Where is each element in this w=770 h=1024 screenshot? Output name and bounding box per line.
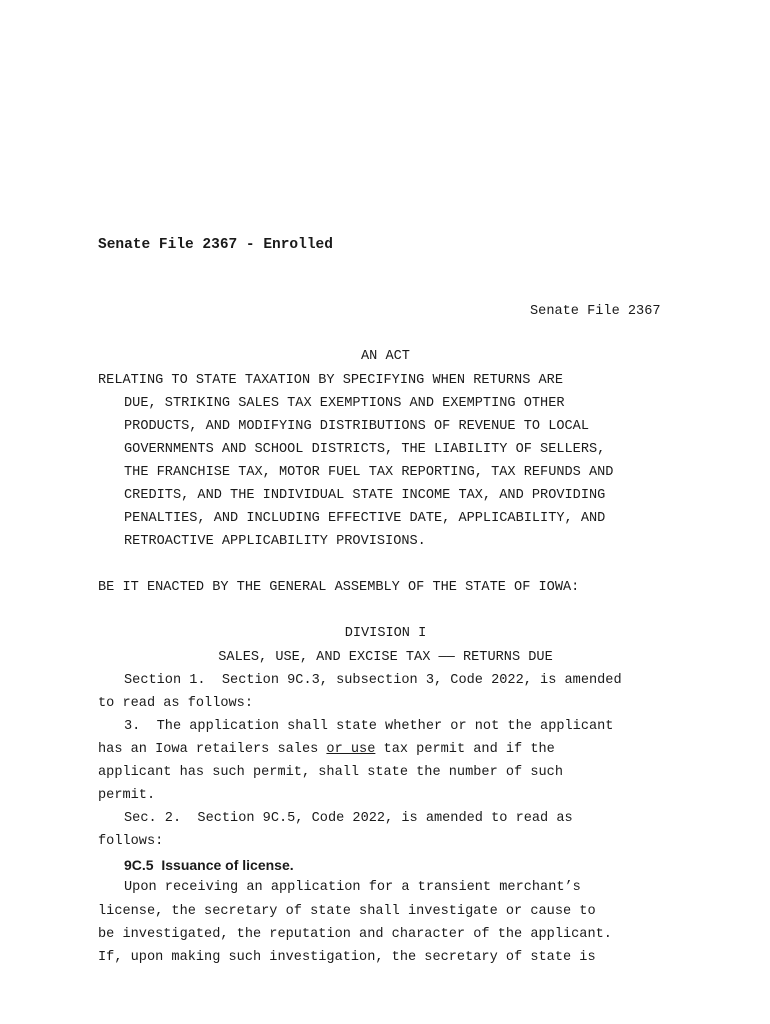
act-title-line: DUE, STRIKING SALES TAX EXEMPTIONS AND EXEMPTING OTHER <box>124 396 565 411</box>
paragraph-line: 3. The application shall state whether or not the applicant <box>124 719 614 734</box>
section-1-line: to read as follows: <box>98 696 253 711</box>
section-1-line: Section 1. Section 9C.3, subsection 3, Code 2022, is amended <box>124 673 622 688</box>
act-title-line: RELATING TO STATE TAXATION BY SPECIFYING WHEN RETURNS ARE <box>98 373 563 388</box>
paragraph-text: tax permit and if the <box>375 742 555 757</box>
body-text-line: be investigated, the reputation and character of the applicant. <box>98 927 612 942</box>
section-2-line: follows: <box>98 834 164 849</box>
act-title-line: THE FRANCHISE TAX, MOTOR FUEL TAX REPORTING, TAX REFUNDS AND <box>124 465 614 480</box>
paragraph-text: has an Iowa retailers sales <box>98 742 327 757</box>
body-text-line: If, upon making such investigation, the secretary of state is <box>98 950 596 965</box>
division-number: DIVISION I <box>344 626 427 641</box>
act-title-line: RETROACTIVE APPLICABILITY PROVISIONS. <box>124 534 426 549</box>
division-title: SALES, USE, AND EXCISE TAX —— RETURNS DUE <box>218 650 553 665</box>
act-heading: AN ACT <box>361 349 410 364</box>
body-text-line: Upon receiving an application for a transient merchant’s <box>124 880 581 895</box>
section-2-line: Sec. 2. Section 9C.5, Code 2022, is amended to read as <box>124 811 573 826</box>
document-title: Senate File 2367 - Enrolled <box>98 237 333 253</box>
act-title-line: PENALTIES, AND INCLUDING EFFECTIVE DATE, APPLICABILITY, AND <box>124 511 606 526</box>
enacting-clause: BE IT ENACTED BY THE GENERAL ASSEMBLY OF THE STATE OF IOWA: <box>98 580 580 595</box>
body-text-line: license, the secretary of state shall investigate or cause to <box>98 904 596 919</box>
act-title-line: PRODUCTS, AND MODIFYING DISTRIBUTIONS OF REVENUE TO LOCAL <box>124 419 589 434</box>
act-title-line: CREDITS, AND THE INDIVIDUAL STATE INCOME TAX, AND PROVIDING <box>124 488 606 503</box>
act-title-line: GOVERNMENTS AND SCHOOL DISTRICTS, THE LIABILITY OF SELLERS, <box>124 442 606 457</box>
paragraph-line: applicant has such permit, shall state the number of such <box>98 765 563 780</box>
inserted-text: or use <box>326 742 376 757</box>
paragraph-line: permit. <box>98 788 156 803</box>
file-label: Senate File 2367 <box>530 304 661 319</box>
section-heading: 9C.5 Issuance of license. <box>124 857 294 873</box>
paragraph-line <box>98 740 555 760</box>
